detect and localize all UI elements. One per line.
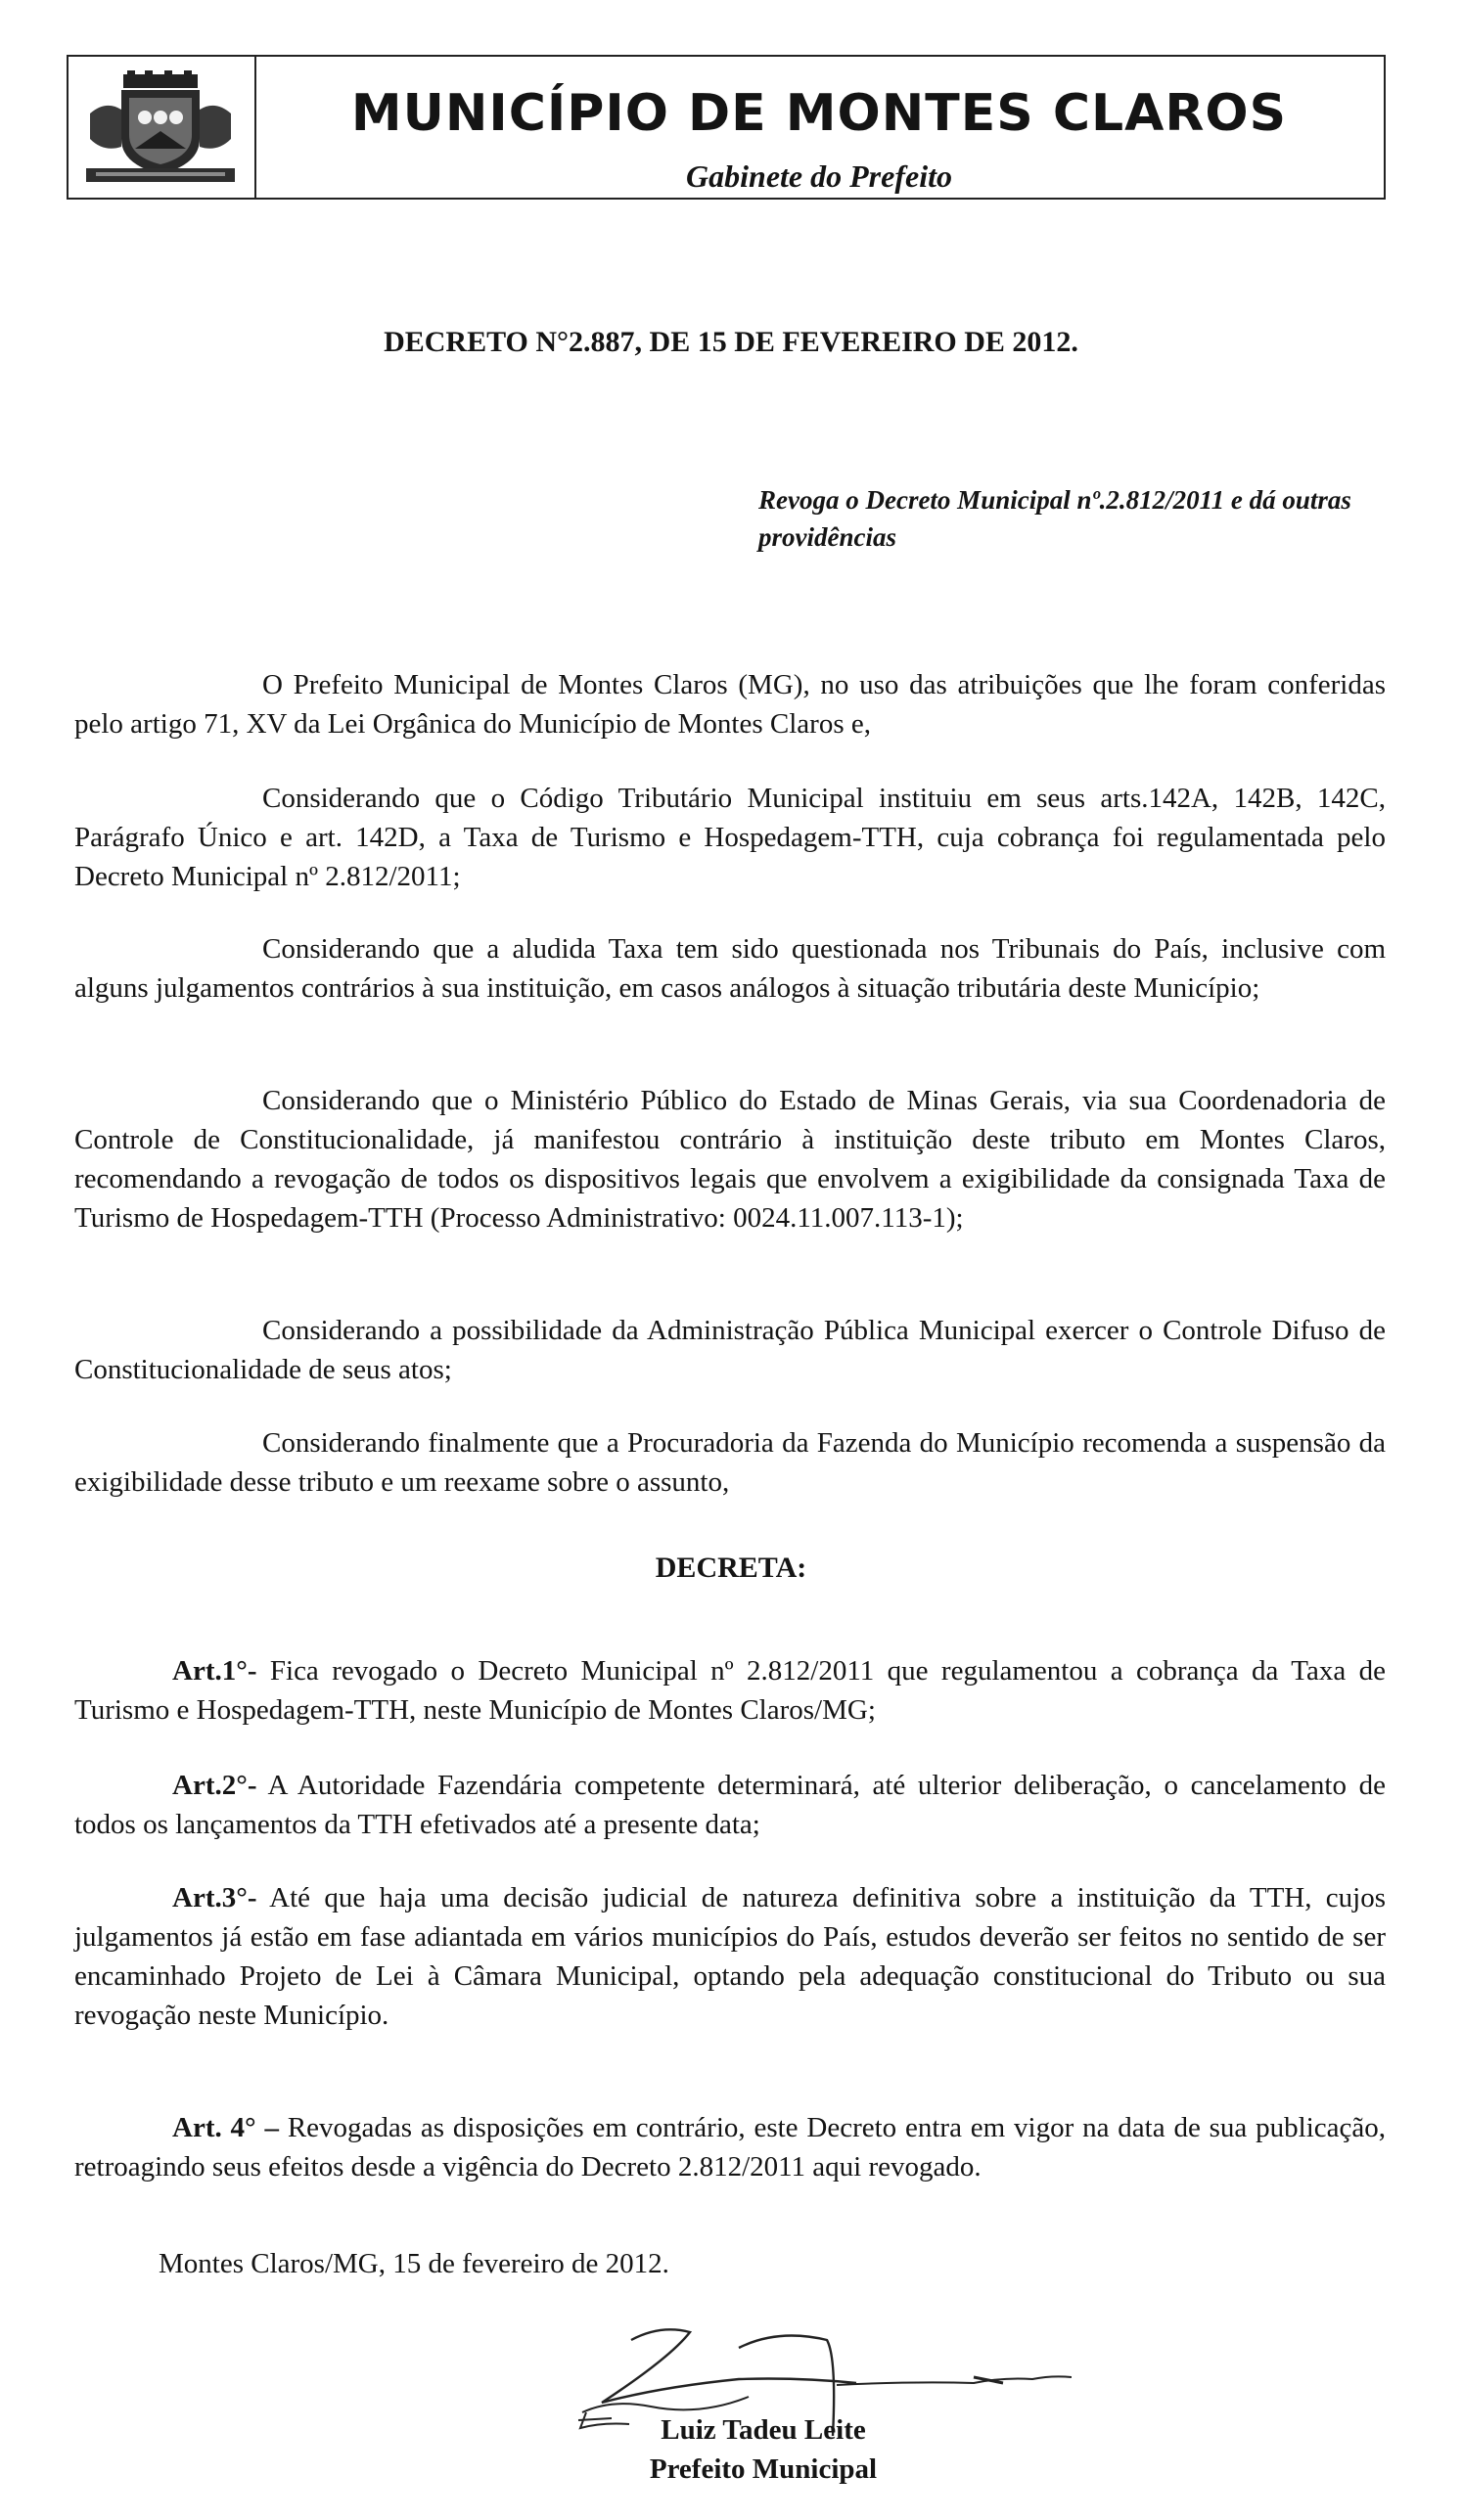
article-label: Art.3°- (172, 1882, 257, 1913)
logo-cell (69, 57, 256, 198)
considering-paragraph: Considerando que o Código Tributário Municipal instituiu em seus arts.142A, 142B, 142C, Parágrafo Único e art. 142D, a Taxa de Turismo e Hospedagem-TTH, cuja cobrança foi regulamentada pelo Decreto Municipal nº 2.812/2011; (74, 783, 1386, 892)
decree-title: DECRETO N°2.887, DE 15 DE FEVEREIRO DE 2012. (384, 326, 1078, 358)
article-2 (74, 1766, 1386, 1844)
coat-of-arms-icon (86, 70, 235, 186)
decreta-heading: DECRETA: (655, 1552, 807, 1584)
considering-paragraph: Considerando finalmente que a Procuradoria da Fazenda do Município recomenda a suspensão da exigibilidade desse tributo e um reexame sobre o assunto, (74, 1427, 1386, 1498)
considering-paragraph: Considerando a possibilidade da Administração Pública Municipal exercer o Controle Difuso de Constitucionalidade de seus atos; (74, 1315, 1386, 1385)
signer-name: Luiz Tadeu Leite (661, 2414, 866, 2446)
letterhead (67, 55, 1386, 200)
article-1 (74, 1651, 1386, 1730)
article-label: Art.1°- (172, 1655, 257, 1687)
decree-summary: Revoga o Decreto Municipal nº.2.812/2011 e dá outras providências (758, 485, 1351, 552)
signer-role: Prefeito Municipal (649, 2453, 878, 2485)
article-3 (74, 1878, 1386, 2035)
article-text: Fica revogado o Decreto Municipal nº 2.812/2011 que regulamentou a cobrança da Taxa de Turismo e Hospedagem-TTH, neste Município de Montes Claros/MG; (74, 1655, 1386, 1726)
article-text: Até que haja uma decisão judicial de natureza definitiva sobre a instituição da TTH, cujos julgamentos já estão em fase adiantada em vários municípios do País, estudos deverão ser feitos no sentido de ser encaminhado Projeto de Lei à Câmara Municipal, optando pela adequação constitucional do Tributo ou sua revogação neste Município. (74, 1882, 1386, 2031)
office-subtitle: Gabinete do Prefeito (686, 158, 952, 194)
article-text: Revogadas as disposições em contrário, este Decreto entra em vigor na data de sua publicação, retroagindo seus efeitos desde a vigência do Decreto 2.812/2011 aqui revogado. (74, 2112, 1386, 2182)
considering-paragraph: Considerando que a aludida Taxa tem sido questionada nos Tribunais do País, inclusive com alguns julgamentos contrários à sua instituição, em casos análogos à situação tributária deste Município; (74, 933, 1386, 1004)
preamble-paragraph: O Prefeito Municipal de Montes Claros (MG), no uso das atribuições que lhe foram conferidas pelo artigo 71, XV da Lei Orgânica do Município de Montes Claros e, (74, 669, 1386, 740)
article-text: A Autoridade Fazendária competente determinará, até ulterior deliberação, o cancelamento de todos os lançamentos da TTH efetivados até a presente data; (74, 1770, 1386, 1840)
place-and-date: Montes Claros/MG, 15 de fevereiro de 2012. (159, 2248, 669, 2279)
article-label: Art.2°- (172, 1770, 257, 1801)
article-label: Art. 4° – (172, 2112, 279, 2143)
considering-paragraph: Considerando que o Ministério Público do Estado de Minas Gerais, via sua Coordenadoria de Controle de Constitucionalidade, já manifestou contrário à instituição deste tributo em Montes Claros, recomendando a revogação de todos os dispositivos legais que envolvem a exigibilidade da consignada Taxa de Turismo de Hospedagem-TTH (Processo Administrativo: 0024.11.007.113-1); (74, 1085, 1386, 1234)
municipality-title: MUNICÍPIO DE MONTES CLAROS (350, 84, 1288, 143)
article-4 (74, 2108, 1386, 2186)
